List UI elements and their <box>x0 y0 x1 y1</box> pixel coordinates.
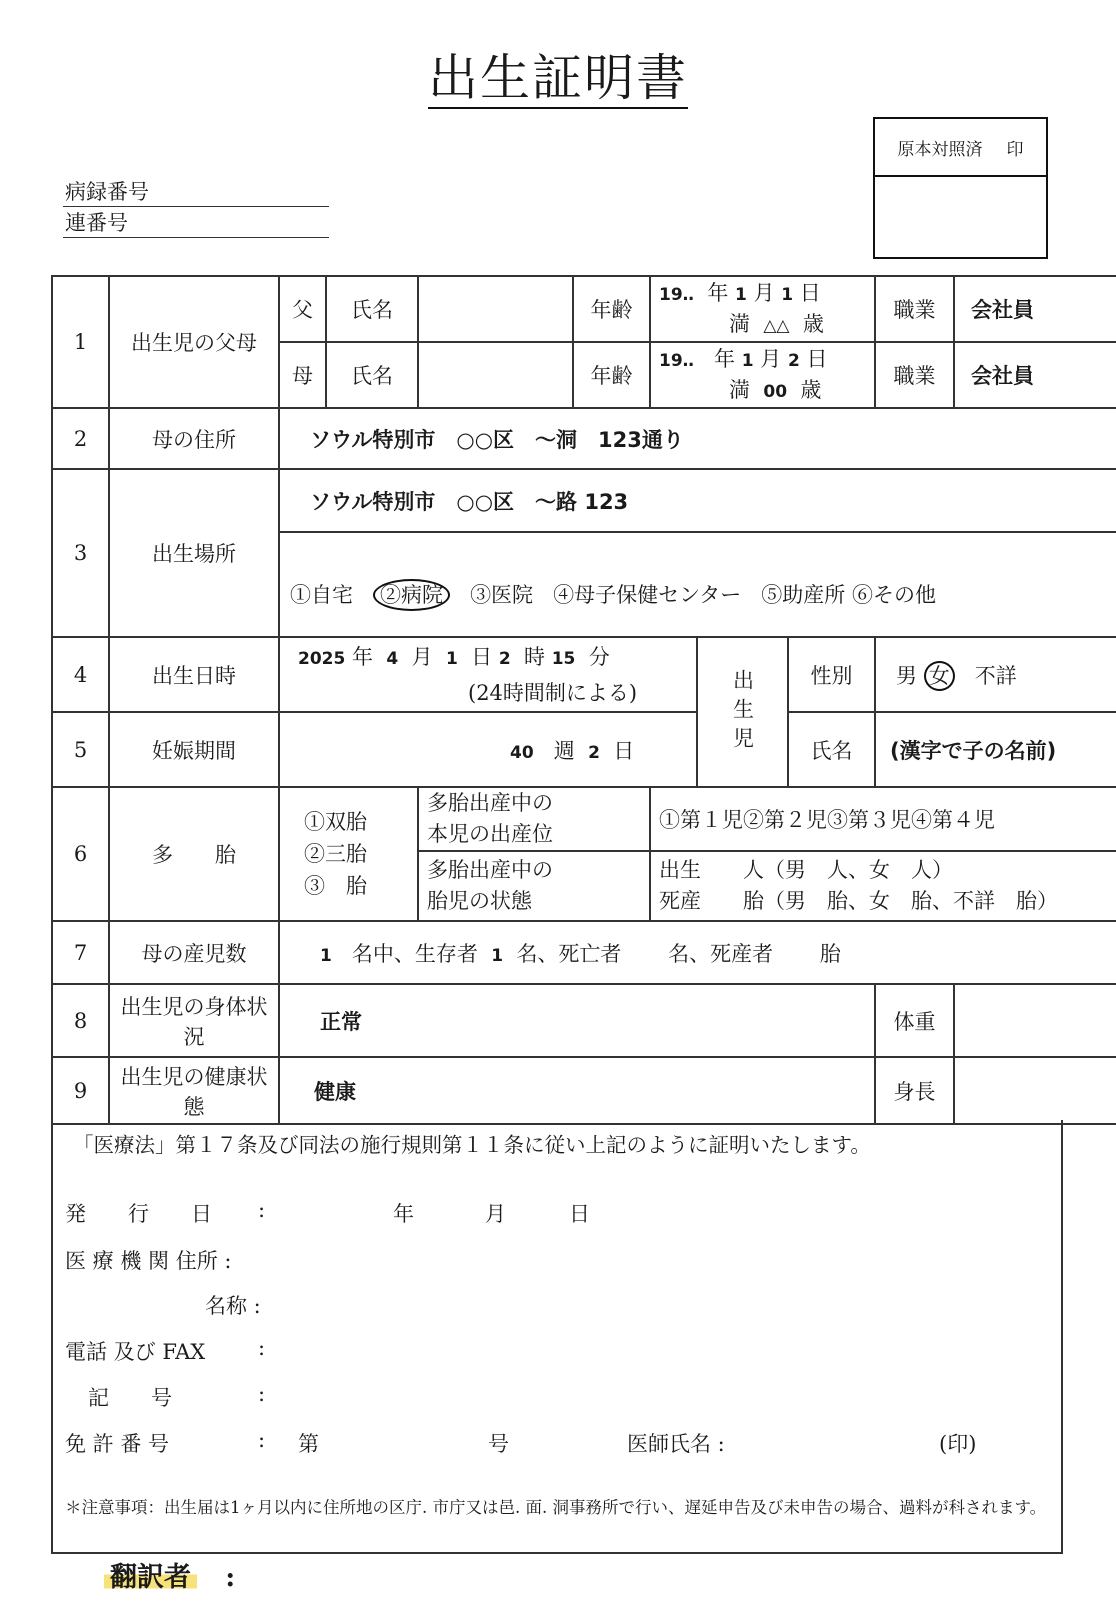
row-label: 出生児の父母 <box>109 276 279 408</box>
row-label: 多 胎 <box>109 787 279 921</box>
child-name-label: 氏名 <box>788 712 875 787</box>
row-label: 出生場所 <box>109 469 279 637</box>
translator-label: 翻訳者 <box>104 1562 197 1593</box>
row-gestation <box>52 712 1116 787</box>
row-birthplace <box>52 469 1116 532</box>
row-number: 9 <box>52 1057 109 1124</box>
row-mother-address <box>52 408 1116 469</box>
stamp-seal: 印 <box>1006 139 1024 160</box>
mother-address-value: ソウル特別市 ○○区 ～洞 123通り <box>279 408 1116 469</box>
stamp-label: 原本対照済 <box>897 139 983 160</box>
option-midwife: ⑤助産所 <box>761 582 846 607</box>
phone-fax-label: 電話 及び FAX <box>65 1340 206 1364</box>
child-name-value: (漢字で子の名前) <box>875 712 1116 787</box>
facility-address-label: 医 療 機 関 住所 : <box>65 1249 232 1273</box>
child-label: 出生児 <box>697 637 788 787</box>
row-label: 妊娠期間 <box>109 712 279 787</box>
option-home: ①自宅 <box>290 582 353 607</box>
row-multiple-birth <box>52 787 1116 851</box>
row-father <box>52 276 1116 342</box>
mother-birth-age: 19‥ 年 1 月 2 日 満 00 歳 <box>650 342 875 408</box>
option-health-center: ④母子保健センター <box>553 582 742 607</box>
option-hospital-selected: ②病院 <box>373 579 450 611</box>
mother-age-label: 年齢 <box>573 342 650 408</box>
health-condition-value: 健康 <box>279 1057 875 1124</box>
row-birth-datetime <box>52 637 1116 712</box>
mother-name-label: 氏名 <box>326 342 418 408</box>
birthplace-options <box>279 532 1116 637</box>
mother-job-label: 職業 <box>875 342 954 408</box>
row-mother-births <box>52 921 1116 984</box>
row-physical-condition <box>52 984 1116 1057</box>
father-birth-age: 19‥ 年 1 月 1 日 満 △△ 歳 <box>650 276 875 342</box>
birth-order-options: ①第１児②第２児③第３児④第４児 <box>650 787 1116 851</box>
mother-job-value: 会社員 <box>954 342 1116 408</box>
row-number: 3 <box>52 469 109 637</box>
facility-name-label: 名称 : <box>205 1294 261 1318</box>
father-name-label: 氏名 <box>326 276 418 342</box>
row-number: 4 <box>52 637 109 712</box>
row-label: 出生児の健康状態 <box>109 1057 279 1124</box>
gestation-value: 40 週 2 日 <box>279 712 697 787</box>
row-health-condition <box>52 1057 1116 1124</box>
doctor-seal: (印) <box>939 1432 977 1456</box>
original-verified-stamp-box <box>873 117 1048 259</box>
row-number: 8 <box>52 984 109 1057</box>
symbol-label: 記 号 <box>88 1386 172 1410</box>
birth-certificate-table <box>51 275 1116 1125</box>
certification-section: 「医療法」第１７条及び同法の施行規則第１１条に従い上記のように証明いたします。 発 行 日 : 年 月 日 医 療 機 関 住所 : 名称 : 電話 及び FAX : 記 号 : 免 許 番 号 : 第 号 医師氏名 : (印) ＊注意事項：出生届は1ヶ月以内に住所地の区庁. 市庁又は邑. 面. 洞事務所で行い、遅延申告及び未申告の場合、過料が科されます。 <box>51 1120 1063 1554</box>
translator-line: 翻訳者 : <box>104 1555 235 1594</box>
father-rel: 父 <box>279 276 326 342</box>
weight-label: 体重 <box>875 984 954 1057</box>
record-number-field: 病録番号 <box>63 176 329 207</box>
row-label: 出生児の身体状況 <box>109 984 279 1057</box>
birth-order-label: 多胎出産中の 本児の出産位 <box>418 787 650 851</box>
row-number: 1 <box>52 276 109 408</box>
weight-value <box>954 984 1116 1057</box>
mother-rel: 母 <box>279 342 326 408</box>
multiple-birth-types: ①双胎 ②三胎 ③ 胎 <box>279 787 418 921</box>
issue-date-label: 発 行 日 <box>65 1202 212 1226</box>
license-number-label: 免 許 番 号 <box>65 1432 170 1456</box>
height-value <box>954 1057 1116 1124</box>
father-age-label: 年齢 <box>573 276 650 342</box>
option-clinic: ③医院 <box>470 582 534 607</box>
birthplace-address: ソウル特別市 ○○区 ～路 123 <box>279 469 1116 532</box>
mother-births-value: 1 名中、生存者 1 名、死亡者 名、死産者 胎 <box>279 921 1116 984</box>
row-number: 6 <box>52 787 109 921</box>
row-number: 2 <box>52 408 109 469</box>
row-number: 5 <box>52 712 109 787</box>
birth-datetime-value: 2025 年 4 月 1 日 2 時 15 分 (24時間制による) <box>279 637 697 712</box>
row-label: 母の住所 <box>109 408 279 469</box>
physical-condition-value: 正常 <box>279 984 875 1057</box>
height-label: 身長 <box>875 1057 954 1124</box>
fetal-state-values: 出生 人（男 人、女 人） 死産 胎（男 胎、女 胎、不詳 胎） <box>650 851 1116 921</box>
row-label: 出生日時 <box>109 637 279 712</box>
certify-text: 「医療法」第１７条及び同法の施行規則第１１条に従い上記のように証明いたします。 <box>73 1133 871 1157</box>
row-label: 母の産児数 <box>109 921 279 984</box>
sex-selected: 女 <box>924 661 955 691</box>
option-other: ⑥その他 <box>851 582 936 607</box>
father-name-value <box>418 276 573 342</box>
sex-label: 性別 <box>788 637 875 712</box>
doctor-name-label: 医師氏名 : <box>627 1432 725 1456</box>
serial-number-field: 連番号 <box>63 207 329 238</box>
fetal-state-label: 多胎出産中の 胎児の状態 <box>418 851 650 921</box>
sex-options: 男 女 不詳 <box>875 637 1116 712</box>
father-job-value: 会社員 <box>954 276 1116 342</box>
father-job-label: 職業 <box>875 276 954 342</box>
notice-text: ＊注意事項：出生届は1ヶ月以内に住所地の区庁. 市庁又は邑. 面. 洞事務所で行い、遅延申告及び未申告の場合、過料が科されます。 <box>65 1498 1047 1517</box>
page-title: 出生証明書 <box>428 49 688 107</box>
row-number: 7 <box>52 921 109 984</box>
mother-name-value <box>418 342 573 408</box>
